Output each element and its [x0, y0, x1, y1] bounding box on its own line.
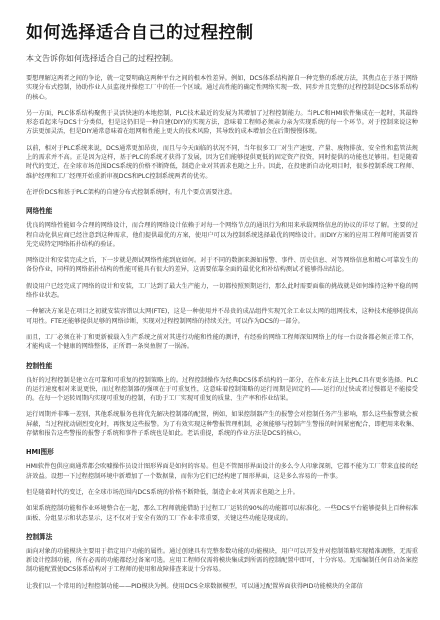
paragraph: 以前，相对于PLC系统来说，DCS通常更加昂贵，而且与今天面临的状况不同，当年很多工厂对生产速度、产量、废物排放、安全性和监管法规上的需求并不高。正是因为这样，基于PLC的系统才获得了发展，因为它们能够提供更低的固定资产投资，同时提供的功能也足够用。但是随着时代的变迁，在全球市场范围DCS系统的价格不断降低，制造企业对其需求也随之上升。因此，在投建新自动化项目时，很多控制系统工程师、维护经理和工厂经理开始重新审视DCS和PLC控制系统两者的优劣。 [26, 144, 418, 180]
paragraph: 另一方面，PLC体系结构聚焦于灵活快速的本地控制，PLC技术最近的发展为其增加了过程控制能力。当PLC和HMI软件集成在一起时，其最终形态看起来与DCS十分类似，但是这仍旧是一种自建(DIY)的实现方法，意味着工程师必须亲力亲为实现系统的每一个环节。对于控制来说这种方法更加灵活，但是DIY通常意味着在组网和性能上更大的技术风险，其导致的成本增加会在后期慢慢体现。 [26, 109, 418, 136]
paragraph: 面向对象的功能模块主要用于指定用户功能的属性。通过创建具有完整参数功能的功能模块，用户可以开发并对控制策略实现精准调整，无需重新设计控制功能，所有必需的功能都经过备案可选。应用工程师仅需将模块集成到所需的控制配置中即可，十分容易。无需编制任何自动备案控制功能配置使DCS体系结构对于工程师的使用和故障排查来说十分容易。 [26, 547, 418, 574]
paragraph: 运行周期并非唯一差别，其他系统服务也将优先解决控制器的配置，例如，如果控制器产生的报警会对控制任务产生影响，那么这些报警就会被屏蔽，当过程扰动剧烈变化时，再恢复这些报警。为了有效实现这种警报管理机制，必须能够与控制产生警报的时间紧密配合，即把用来收集、存储和报告这些警报的报警子系统和事件子系统也是如此。老话重提，系统的作业方法是DCS的核心。 [26, 411, 418, 438]
paragraph: 假设用户已经完成了网络的设计和安装，工厂达到了最大生产能力，一切都按照预期运行，那么此时需要面临的挑战就是如何维持这种平稳的网络作业状态。 [26, 282, 418, 300]
paragraph: 但是随着时代的变迁，在全球市场范围内DCS系统的价格不断降低，制造企业对其需求也随之上升。 [26, 488, 299, 496]
paragraph: 一种解决方案是在项目之初就安装容错以太网(FTE)，这是一种使用并不昂贵的成品组件实现冗余工业以太网的组网技术，这种技术能够提供高可用性。FTE还能够提供足够的网络诊断，实现对过程控制网络的持续关注，可以作为DCS的一部分。 [26, 308, 418, 325]
article-body [26, 74, 418, 591]
paragraph: 要想理解这两者之间的争论，就一定要明确这两种平台之间的根本性差异。例如，DCS体系结构源自一种完整的系统方法，其焦点在于基于网络实现分布式控制，协助作业人员监视并操控工厂中的任一个区域。通过高性能的确定性网络实现一致、同步并且完整的过程控制是DCS体系结构的核心。 [26, 75, 418, 101]
document-title: 如何选择适合自己的过程控制 [26, 23, 254, 43]
paragraph: 优良的网络性能如今合理的网络设计，而合理的网络设计依赖于对每一个网络节点的通讯行为和用来承载网络信息的协议的详尽了解。主要的过程自动化供应商已经注意到这种需求，他们提供最优的方案，使用户可以为控制系统选择最优的网络设计。而DIY方案的应用工程师可能需要首先完成特定网络拓扑结构的验证。 [26, 222, 418, 248]
paragraph: 而且，工厂必须在补丁和更新被载入生产系统之前对其进行功能和性能的测评，有经验的网络工程师深知网络上的每一台设备都必须正常工作，才能构成一个健康的网络整体，正所谓一条臭鱼腥了一锅汤。 [26, 333, 418, 351]
section-heading: 控制算法 [26, 532, 53, 541]
section-heading: 控制性能 [26, 361, 53, 370]
section-heading: HMI图形 [26, 448, 54, 457]
paragraph: 网络设计和安装完成之后，下一步就是测试网络性能到底如何。对于不同的数据来源如报警、事件、历史信息、对等网络信息和精心可靠发生的备份作业，同样的网络拓扑结构的性能可能具有很大的差异，这需要依靠全面的最优化和补结构测试才能够得出结论。 [26, 257, 418, 274]
paragraph: 让我们以一个常用的过程控制功能——PID模块为例。使用DCS全球数据模型，可以通过配置界面获得PID功能模块的全部信 [26, 582, 363, 590]
paragraph: 在评价DCS和基于PLC架构的自建分布式控制系统时，有几个要点需要注意。 [26, 188, 237, 196]
paragraph: HMI软件包供应商通常都会吹嘘操作员设计图形界面是如何的容易。但是不管图形界面设计的多么令人印象深刻，它都不能为工厂带来直接的经济效益。设想一下过程控制环境中新增加了一个数据量，而你为它们已经构建了图形界面，这是多么容易的一件事。 [26, 463, 418, 480]
paragraph: 如果系统控制功能和作业环境整合在一起，那么工程师就能借助于过程工厂运转的90%的功能都可以标准化。一些DCS平台能够提供上百种标准面板、分组显示和状态显示，这不仅对于安全有效的工厂作业非常重要，关键这些功能是现成的。 [26, 505, 418, 522]
intro-text: 本文告诉你如何选择适合自己的过程控制。 [26, 54, 178, 63]
paragraph: 良好的过程控制是建立在可靠和可重复的控制策略上的。过程控制操作为经典DCS体系结构的一部分，在作业方法上比PLC具有更多选择。PLC的运行速度相对来说更快，而过程控制器的强项在于可重复性，这意味着控制策略的运行周期是固定的——运行的过快或者过慢都是不能接受的。在每一个运转周期内实现可重复的控制，有助于工厂实现可重复的质量、生产率和作业结果。 [26, 376, 418, 403]
section-heading: 网络性能 [26, 207, 53, 216]
